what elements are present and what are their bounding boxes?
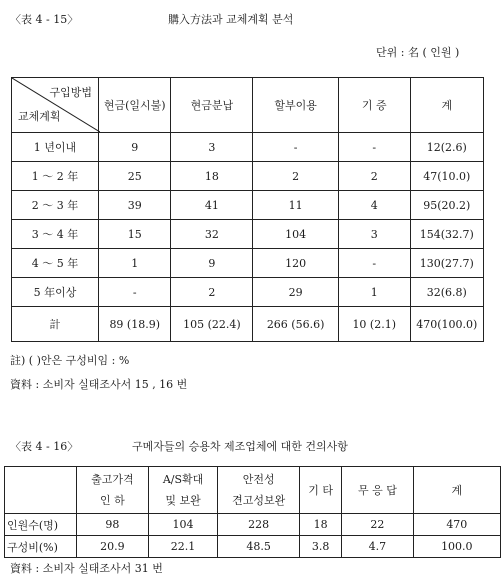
cell: 130(27.7) [410,249,483,278]
cell: 22.1 [148,536,218,558]
cell: 95(20.2) [410,191,483,220]
cell: - [253,133,339,162]
cell: 12(2.6) [410,133,483,162]
table1-title: 購入方法과 교체계획 분석 [168,13,294,26]
table2-header-row [5,467,501,514]
cell: - [338,249,410,278]
cell: 1 [98,249,171,278]
table2-number: 〈表 4 - 16〉 [10,440,79,453]
header-line: 및 보완 [165,494,201,507]
cell: 11 [253,191,339,220]
cell: 4.7 [342,536,413,558]
cell: 154(32.7) [410,220,483,249]
table1-corner-cell [12,78,99,133]
cell: - [338,133,410,162]
cell: 98 [77,514,149,536]
cell: 4 [338,191,410,220]
table1-number: 〈表 4 - 15〉 [10,13,79,26]
cell: 2 [253,162,339,191]
table-row [12,249,484,278]
suggestions-table [4,466,501,558]
table1-note: 註) ( )안은 구성비임 : % [10,354,130,367]
row-label: 인원수(명) [5,514,77,536]
header-as-expand [148,467,218,514]
row-label: 1 년이내 [12,133,99,162]
cell: 15 [98,220,171,249]
cell: 25 [98,162,171,191]
cell: 104 [148,514,218,536]
table1-source: 資料 : 소비자 실태조사서 15 , 16 번 [10,378,188,391]
row-label: 1 ～ 2 年 [12,162,99,191]
header-line: 견고성보완 [232,494,286,507]
table2-title: 구메자들의 승용차 제조업체에 대한 건의사항 [132,440,348,453]
table-row [5,536,501,558]
header-line: 인 하 [100,494,125,507]
header-installment-plan: 할부이용 [253,78,339,133]
total-cell: 10 (2.1) [338,307,410,342]
table-row [12,133,484,162]
corner-replacement-plan: 교체계획 [18,110,61,123]
cell: 9 [171,249,253,278]
total-cell: 105 (22.4) [171,307,253,342]
cell: 20.9 [77,536,149,558]
total-label: 計 [12,307,99,342]
cell: 29 [253,278,339,307]
header-price-cut [77,467,149,514]
table1-header-row [12,78,484,133]
header-line: A/S확대 [162,473,204,486]
row-label: 5 年이상 [12,278,99,307]
cell: 41 [171,191,253,220]
table1-unit: 단위 : 名 ( 인원 ) [376,46,460,59]
corner-purchase-method: 구입방법 [49,86,92,99]
cell: 228 [218,514,300,536]
header-line: 출고가격 [91,473,134,486]
row-label: 3 ～ 4 年 [12,220,99,249]
row-label: 4 ～ 5 年 [12,249,99,278]
table-row [12,191,484,220]
cell: 9 [98,133,171,162]
table-row [12,162,484,191]
cell: 18 [171,162,253,191]
cell: - [98,278,171,307]
cell: 22 [342,514,413,536]
cell: 104 [253,220,339,249]
cell: 2 [338,162,410,191]
header-other: 기 타 [299,467,341,514]
cell: 120 [253,249,339,278]
cell: 48.5 [218,536,300,558]
cell: 3.8 [299,536,341,558]
row-label: 2 ～ 3 年 [12,191,99,220]
replacement-plan-table [11,77,484,342]
total-cell: 89 (18.9) [98,307,171,342]
cell: 39 [98,191,171,220]
header-cash-lump: 현금(일시불) [98,78,171,133]
total-cell: 470(100.0) [410,307,483,342]
cell: 2 [171,278,253,307]
cell: 1 [338,278,410,307]
row-label: 구성비(%) [5,536,77,558]
table2-source: 資料 : 소비자 실태조사서 31 번 [10,562,163,575]
cell: 18 [299,514,341,536]
header-donation: 기 증 [338,78,410,133]
cell: 3 [171,133,253,162]
table-row [12,220,484,249]
cell: 32 [171,220,253,249]
header-safety [218,467,300,514]
table-row [12,278,484,307]
cell: 3 [338,220,410,249]
header-total: 계 [410,78,483,133]
cell: 32(6.8) [410,278,483,307]
header-total: 계 [413,467,500,514]
total-cell: 266 (56.6) [253,307,339,342]
table-row [5,514,501,536]
header-cash-installment: 현금분납 [171,78,253,133]
cell: 100.0 [413,536,500,558]
header-no-answer: 무 응 답 [342,467,413,514]
cell: 470 [413,514,500,536]
header-line: 안전성 [242,473,275,486]
table2-corner-cell [5,467,77,514]
cell: 47(10.0) [410,162,483,191]
total-row [12,307,484,342]
